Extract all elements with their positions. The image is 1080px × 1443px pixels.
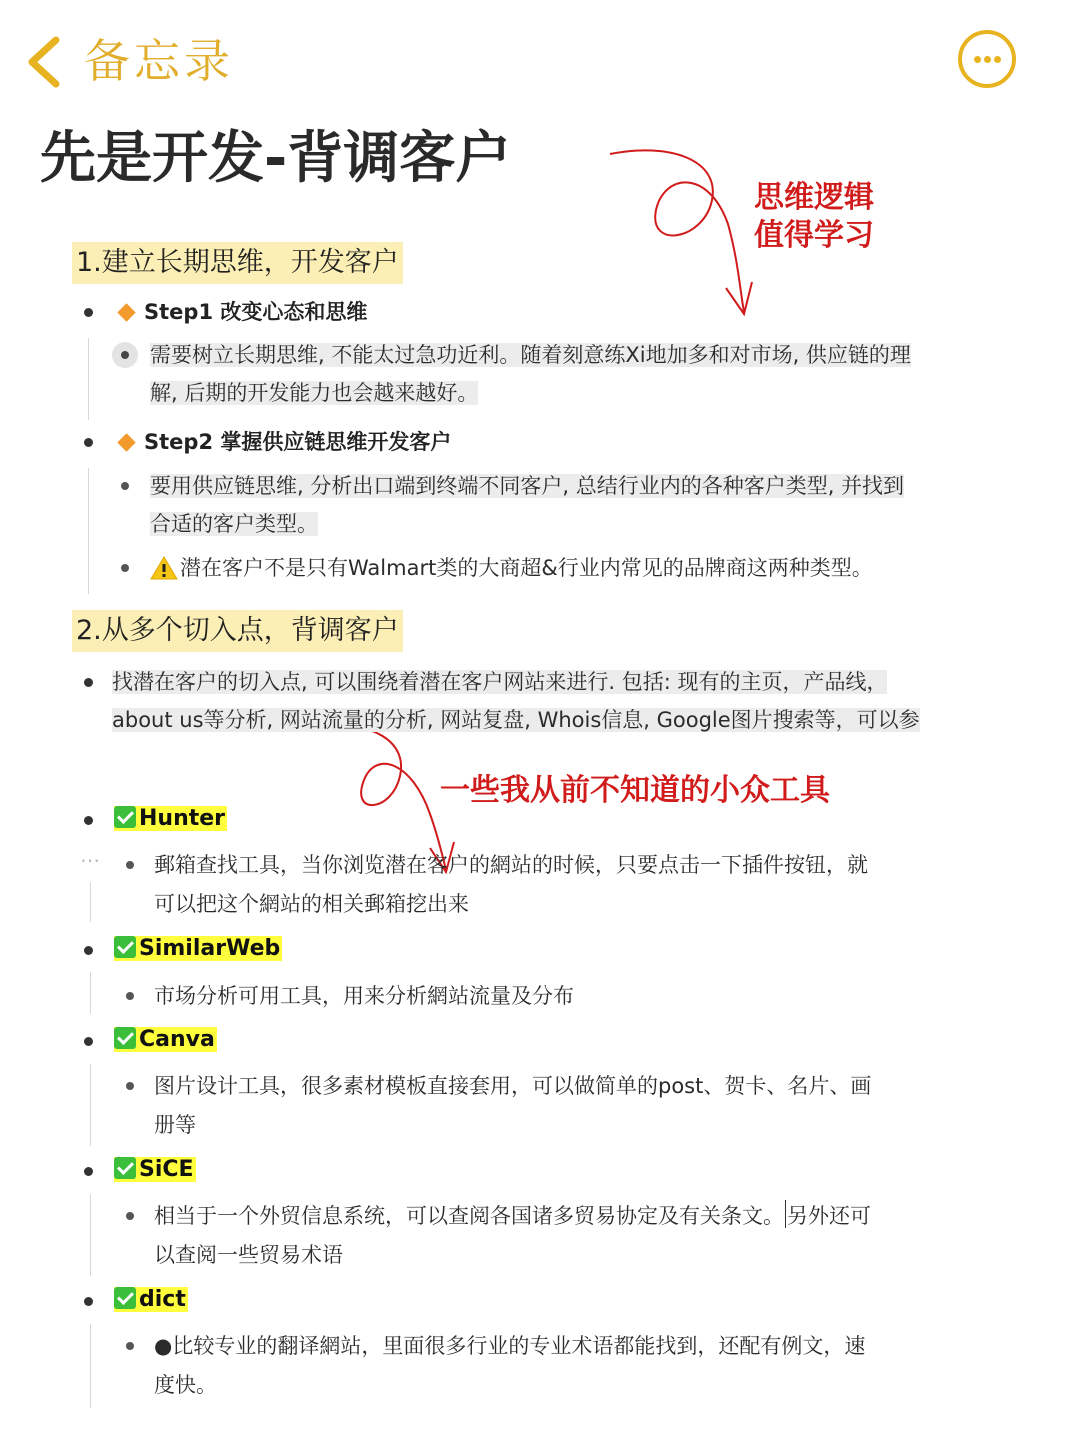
- check-mark-icon: [114, 1027, 136, 1049]
- list-item[interactable]: 郵箱查找工具，当你浏览潜在客户的網站的时候，只要点击一下插件按钮，就: [154, 853, 868, 877]
- list-item-cont[interactable]: 以查阅一些贸易术语: [154, 1243, 343, 1267]
- hand-drawn-arrow-1: [600, 140, 780, 330]
- indent-guide: [90, 1194, 91, 1276]
- more-options-button[interactable]: [958, 30, 1016, 88]
- bullet-icon: [121, 564, 129, 572]
- step2-text: Step2 掌握供应链思维开发客户: [144, 430, 452, 454]
- bullet-icon: [84, 946, 93, 955]
- bullet-icon: [84, 816, 93, 825]
- list-item[interactable]: [154, 1197, 871, 1235]
- list-item[interactable]: [112, 663, 887, 701]
- list-item[interactable]: 图片设计工具，很多素材模板直接套用，可以做简单的post、贺卡、名片、画: [154, 1074, 872, 1098]
- list-item-cont[interactable]: [150, 505, 318, 543]
- more-icon: [974, 56, 981, 63]
- line: 另外还可: [787, 1204, 871, 1228]
- back-label[interactable]: 备忘录: [84, 34, 234, 88]
- text-cursor: [785, 1200, 786, 1228]
- tool-name: SimilarWeb: [139, 936, 281, 961]
- annotation-logic-line1: 思维逻辑: [754, 180, 874, 215]
- warning-icon: [150, 555, 178, 581]
- line: about us等分析, 网站流量的分析, 网站复盘, Whois信息, Google图片搜索等，可以参: [112, 708, 920, 732]
- bullet-icon: [121, 482, 129, 490]
- annotation-logic-line2: 值得学习: [754, 218, 874, 253]
- bullet-icon: [126, 1082, 134, 1090]
- tool-heading[interactable]: [114, 1021, 217, 1059]
- step1-text: Step1 改变心态和思维: [144, 300, 368, 324]
- tool-heading[interactable]: [114, 1151, 196, 1189]
- indent-guide: [90, 882, 91, 922]
- list-item-cont[interactable]: 册等: [154, 1113, 196, 1137]
- more-icon-dot: [984, 56, 991, 63]
- section-heading[interactable]: 1.建立长期思维，开发客户: [72, 242, 403, 284]
- line: 相当于一个外贸信息系统，可以查阅各国诸多贸易协定及有关条文。: [154, 1204, 784, 1228]
- bullet-icon: [84, 1297, 93, 1306]
- bullet-icon: [126, 1212, 134, 1220]
- more-icon-dot: [994, 56, 1001, 63]
- bullet-icon: [84, 1037, 93, 1046]
- bullet-icon: [84, 1167, 93, 1176]
- check-mark-icon: [114, 936, 136, 958]
- list-item[interactable]: 市场分析可用工具，用来分析網站流量及分布: [154, 984, 574, 1008]
- indent-guide: [90, 972, 91, 1014]
- indent-guide: [90, 1064, 91, 1146]
- chevron-left-icon[interactable]: [22, 34, 66, 90]
- list-item[interactable]: ●比较专业的翻译網站，里面很多行业的专业术语都能找到，还配有例文，速: [154, 1334, 866, 1358]
- list-item-cont[interactable]: 度快。: [154, 1373, 217, 1397]
- list-item-cont[interactable]: [150, 374, 478, 412]
- check-mark-icon: [114, 1287, 136, 1309]
- list-item-cont[interactable]: [112, 701, 920, 739]
- line: 合适的客户类型。: [150, 512, 318, 536]
- list-item[interactable]: 潜在客户不是只有Walmart类的大商超&行业内常见的品牌商这两种类型。: [180, 556, 873, 580]
- list-item[interactable]: [150, 336, 911, 374]
- tool-heading[interactable]: [114, 930, 282, 968]
- note-title[interactable]: 先是开发-背调客户: [40, 126, 512, 191]
- line: 解, 后期的开发能力也会越来越好。: [150, 381, 479, 405]
- line: 找潜在客户的切入点, 可以围绕着潜在客户网站来进行. 包括: 现有的主页，产品线，: [112, 670, 888, 694]
- check-mark-icon: [114, 1157, 136, 1179]
- bullet-icon: [126, 992, 134, 1000]
- bullet-icon: [84, 678, 93, 687]
- bullet-icon: [84, 438, 93, 447]
- bullet-selected-icon: [112, 342, 138, 368]
- orange-diamond-icon: [117, 433, 135, 451]
- tool-heading[interactable]: [114, 800, 227, 838]
- tool-name: Hunter: [139, 806, 226, 831]
- indent-guide: [90, 1324, 91, 1408]
- line: 要用供应链思维, 分析出口端到终端不同客户, 总结行业内的各种客户类型, 并找到: [150, 474, 905, 498]
- tool-heading[interactable]: [114, 1281, 188, 1319]
- annotation-tools-note: 一些我从前不知道的小众工具: [440, 773, 830, 808]
- orange-diamond-icon: [117, 303, 135, 321]
- check-mark-icon: [114, 806, 136, 828]
- step-label[interactable]: [114, 425, 451, 459]
- tool-name: SiCE: [139, 1157, 194, 1182]
- indent-guide: [88, 468, 89, 594]
- drag-handle-icon[interactable]: ⋯: [80, 848, 101, 872]
- step-label[interactable]: [114, 295, 367, 329]
- tool-name: Canva: [139, 1027, 215, 1052]
- section-heading[interactable]: 2.从多个切入点，背调客户: [72, 610, 403, 652]
- list-item-cont[interactable]: 可以把这个網站的相关郵箱挖出来: [154, 892, 469, 916]
- indent-guide: [88, 338, 89, 420]
- list-item[interactable]: [150, 467, 904, 505]
- line: 需要树立长期思维, 不能太过急功近利。随着刻意练Xi地加多和对市场, 供应链的理: [150, 343, 911, 367]
- bullet-icon: [126, 861, 134, 869]
- bullet-icon: [84, 308, 93, 317]
- tool-name: dict: [139, 1287, 186, 1312]
- bullet-icon: [126, 1342, 134, 1350]
